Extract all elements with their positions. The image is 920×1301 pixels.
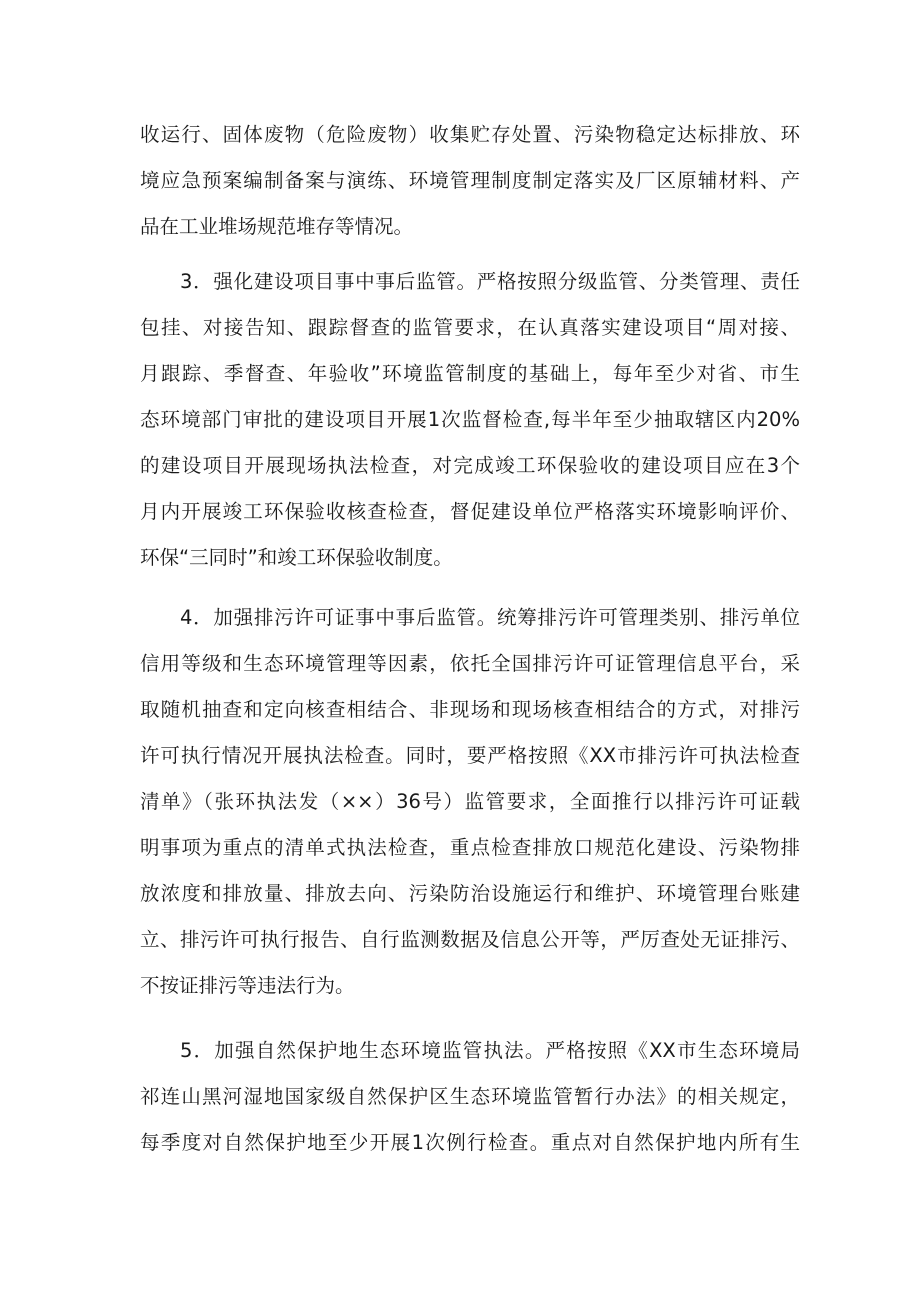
paragraph-1-line-3: 品在工业堆场规范堆存等情况。: [140, 215, 414, 238]
paragraph-3-line-6: 明事项为重点的清单式执法检查，重点检查排放口规范化建设、污染物排: [140, 836, 800, 859]
paragraph-4-line-2: 祁连山黑河湿地国家级自然保护区生态环境监管暂行办法》的相关规定，: [140, 1085, 800, 1108]
paragraph-4-line-1: 5．加强自然保护地生态环境监管执法。严格按照《XX市生态环境局: [180, 1039, 800, 1062]
paragraph-2-line-3: 月跟踪、季督查、年验收”环境监管制度的基础上，每年至少对省、市生: [140, 362, 800, 385]
paragraph-3-line-8: 立、排污许可执行报告、自行监测数据及信息公开等，严厉查处无证排污、: [140, 928, 800, 951]
paragraph-1-line-1: 收运行、固体废物（危险废物）收集贮存处置、污染物稳定达标排放、环: [140, 123, 800, 146]
paragraph-3-line-7: 放浓度和排放量、排放去向、污染防治设施运行和维护、环境管理台账建: [140, 882, 800, 905]
paragraph-3-line-3: 取随机抽查和定向核查相结合、非现场和现场核查相结合的方式，对排污: [140, 698, 800, 721]
paragraph-3-line-2: 信用等级和生态环境管理等因素，依托全国排污许可证管理信息平台，采: [140, 652, 800, 675]
paragraph-3-line-9: 不按证排污等违法行为。: [140, 974, 355, 997]
paragraph-4-line-3: 每季度对自然保护地至少开展1次例行检查。重点对自然保护地内所有生: [140, 1131, 800, 1154]
paragraph-1-line-2: 境应急预案编制备案与演练、环境管理制度制定落实及厂区原辅材料、产: [140, 169, 800, 192]
paragraph-3-line-1: 4．加强排污许可证事中事后监管。统筹排污许可管理类别、排污单位: [180, 606, 800, 629]
paragraph-2-line-7: 环保“三同时”和竣工环保验收制度。: [140, 546, 453, 569]
paragraph-2-line-5: 的建设项目开展现场执法检查，对完成竣工环保验收的建设项目应在3个: [140, 454, 800, 477]
paragraph-3-line-4: 许可执行情况开展执法检查。同时，要严格按照《XX市排污许可执法检查: [140, 744, 800, 767]
paragraph-2-line-1: 3．强化建设项目事中事后监管。严格按照分级监管、分类管理、责任: [180, 270, 800, 293]
paragraph-3-line-5: 清单》（张环执法发（××）36号）监管要求，全面推行以排污许可证载: [140, 790, 800, 813]
paragraph-2-line-2: 包挂、对接告知、跟踪督查的监管要求，在认真落实建设项目“周对接、: [140, 316, 800, 339]
paragraph-2-line-6: 月内开展竣工环保验收核查检查，督促建设单位严格落实环境影响评价、: [140, 500, 800, 523]
paragraph-2-line-4: 态环境部门审批的建设项目开展1次监督检查,每半年至少抽取辖区内20%: [140, 408, 800, 431]
